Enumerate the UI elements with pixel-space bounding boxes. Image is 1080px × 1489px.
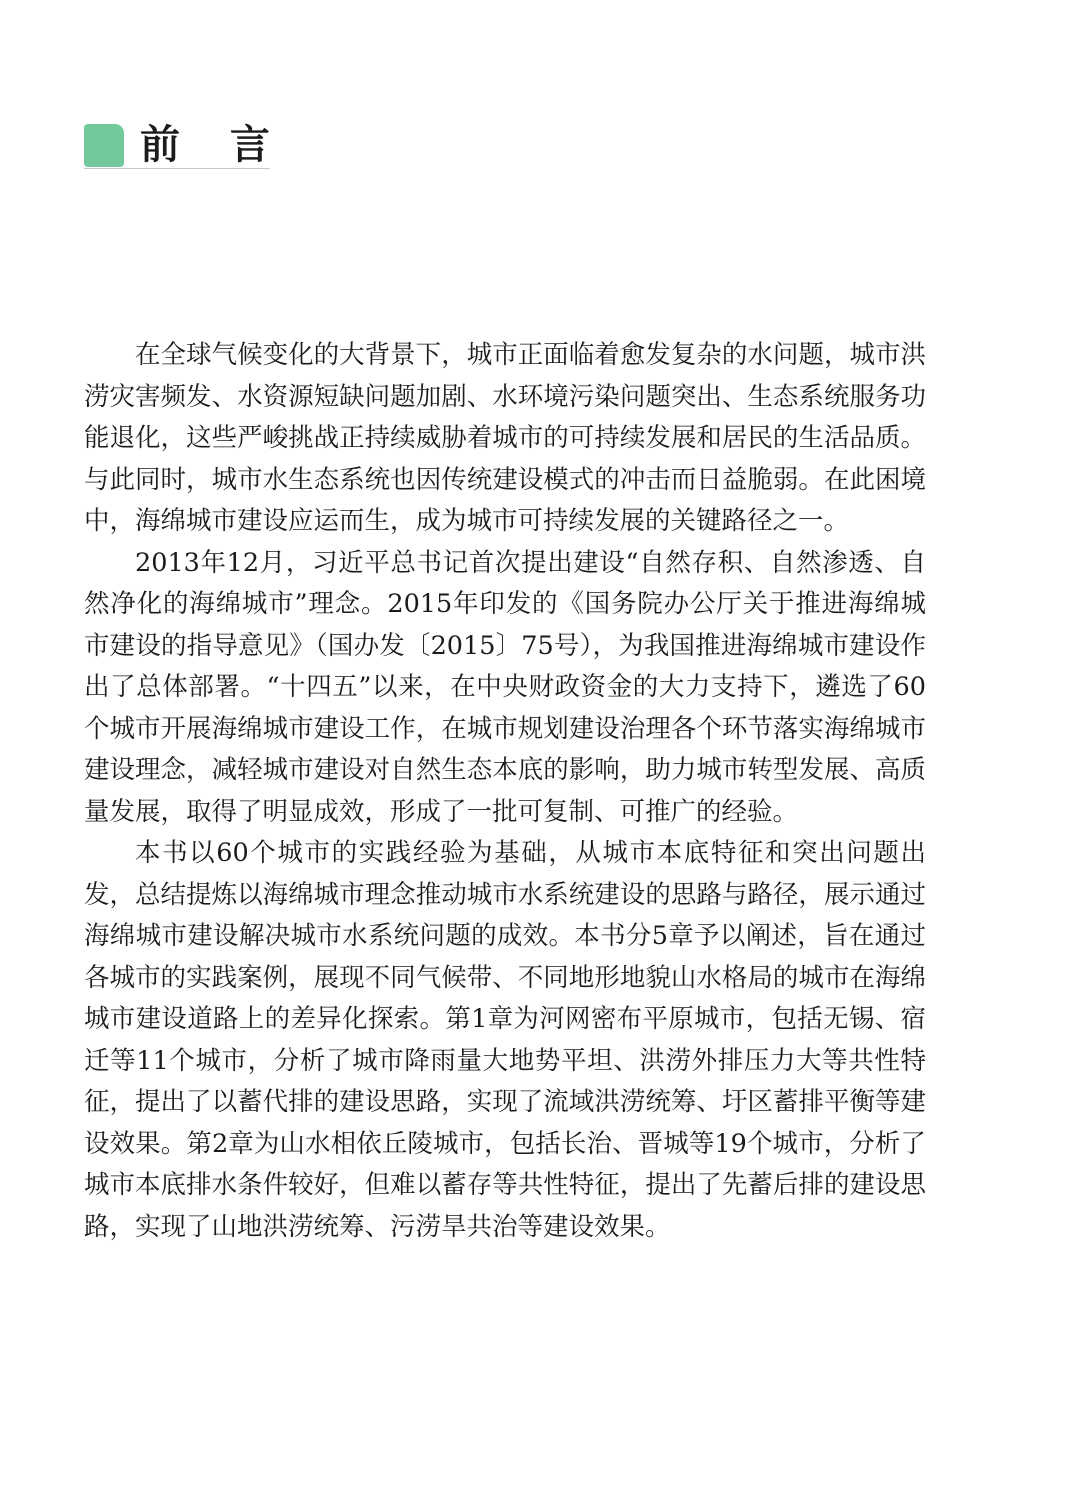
heading-accent-block (84, 124, 124, 167)
paragraph-3: 本书以60个城市的实践经验为基础，从城市本底特征和突出问题出发，总结提炼以海绵城市理念推动城市水系统建设的思路与路径，展示通过海绵城市建设解决城市水系统问题的成效。本书分5章予以阐述，旨在通过各城市的实践案例，展现不同气候带、不同地形地貌山水格局的城市在海绵城市建设道路上的差异化探索。第1章为河网密布平原城市，包括无锡、宿迁等11个城市，分析了城市降雨量大地势平坦、洪涝外排压力大等共性特征，提出了以蓄代排的建设思路，实现了流域洪涝统筹、圩区蓄排平衡等建设效果。第2章为山水相依丘陵城市，包括长治、晋城等19个城市，分析了城市本底排水条件较好，但难以蓄存等共性特征，提出了先蓄后排的建设思路，实现了山地洪涝统筹、污涝旱共治等建设效果。 (84, 838, 926, 1242)
section-heading (84, 121, 288, 170)
heading-underline (84, 168, 270, 169)
paragraph-2: 2013年12月，习近平总书记首次提出建设“自然存积、自然渗透、自然净化的海绵城市”理念。2015年印发的《国务院办公厅关于推进海绵城市建设的指导意见》（国办发〔2015〕75号），为我国推进海绵城市建设作出了总体部署。“十四五”以来，在中央财政资金的大力支持下，遴选了60个城市开展海绵城市建设工作，在城市规划建设治理各个环节落实海绵城市建设理念，减轻城市建设对自然生态本底的影响，助力城市转型发展、高质量发展，取得了明显成效，形成了一批可复制、可推广的经验。 (84, 547, 926, 827)
body-text (84, 335, 926, 1248)
page-title: 前 言 (140, 121, 288, 168)
paragraph-1: 在全球气候变化的大背景下，城市正面临着愈发复杂的水问题，城市洪涝灾害频发、水资源短缺问题加剧、水环境污染问题突出、生态系统服务功能退化，这些严峻挑战正持续威胁着城市的可持续发展和居民的生活品质。与此同时，城市水生态系统也因传统建设模式的冲击而日益脆弱。在此困境中，海绵城市建设应运而生，成为城市可持续发展的关键路径之一。 (84, 340, 926, 536)
